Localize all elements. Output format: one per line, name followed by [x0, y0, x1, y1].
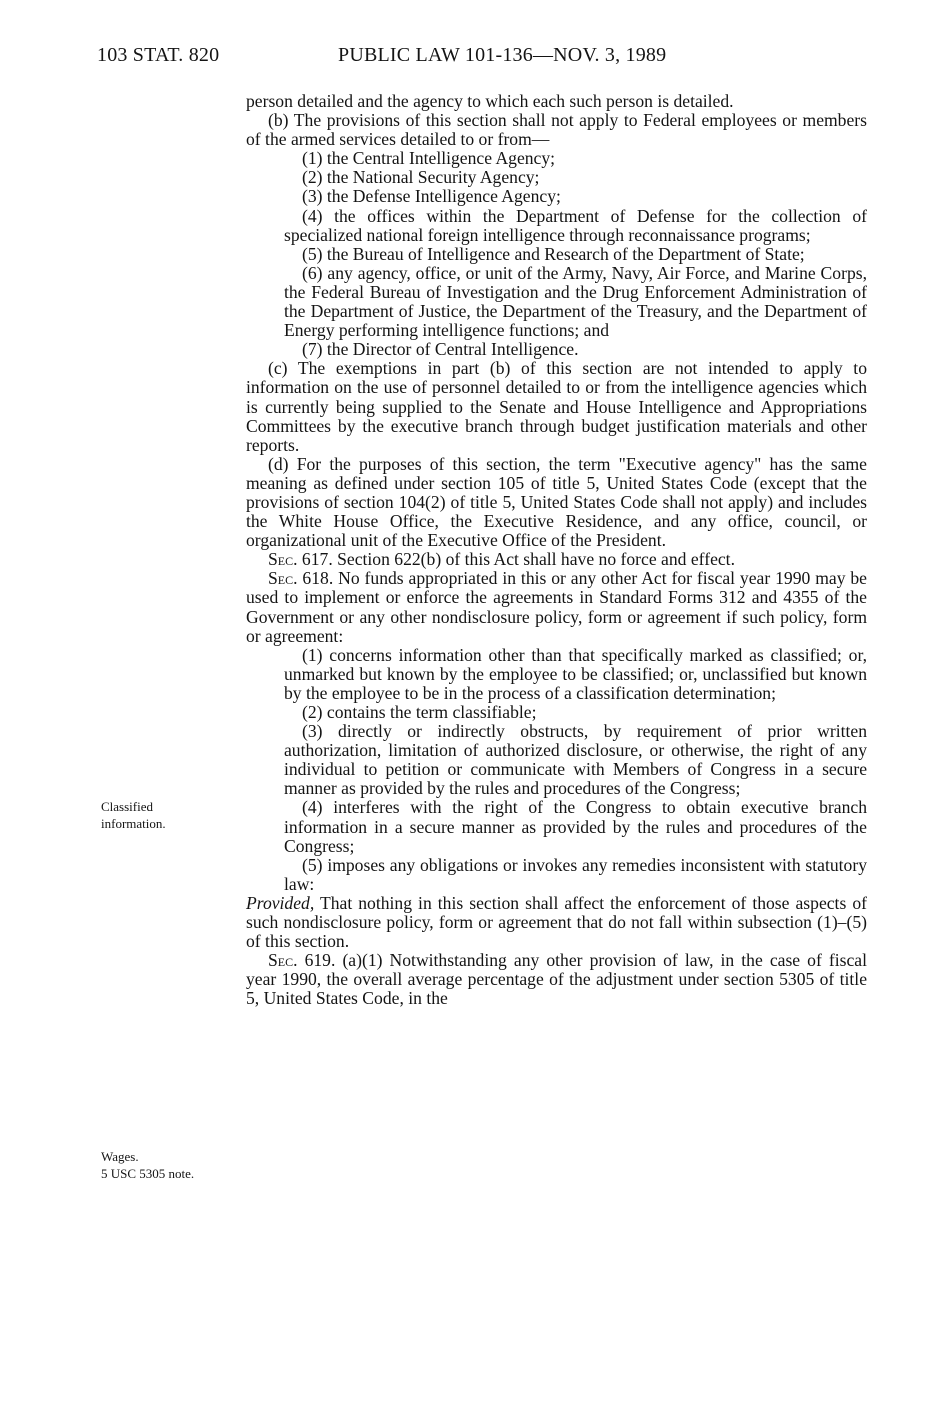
paragraph-b: (b) The provisions of this section shall not apply to Federal employees or members of the armed services detailed to or from—	[246, 110, 867, 150]
list-item: (4) interferes with the right of the Congress to obtain executive branch information in a secure manner as provided by the rules and procedures of the Congress;	[284, 797, 867, 856]
section-text: 619. (a)(1) Notwithstanding any other provision of law, in the case of fiscal year 1990, the overall average percentage of the adjustment under section 5305 of title 5, United States Code, in the	[246, 950, 867, 1009]
section-618	[246, 569, 867, 645]
list-item: (6) any agency, office, or unit of the Army, Navy, Air Force, and Marine Corps, the Federal Bureau of Investigation and the Drug Enforcement Administration of the Department of Justice, the Department of the Treasury, and the Department of Energy performing intelligence functions; and	[284, 262, 867, 341]
list-item: (5) the Bureau of Intelligence and Research of the Department of State;	[302, 243, 805, 264]
paragraph-d: (d) For the purposes of this section, the term "Executive agency" has the same meaning as defined under section 105 of title 5, United States Code (except that the provisions of section 104(2) of title 5, United States Code shall not apply) and includes the White House Office, the Executive Residence, and any office, council, or organizational unit of the Executive Office of the President.	[246, 453, 867, 551]
margin-note-line: 5 USC 5305 note.	[101, 1166, 195, 1181]
proviso-text: That nothing in this section shall affect the enforcement of those aspects of such nondisclosure policy, form or agreement that do not fall within subsection (1)–(5) of this section.	[246, 892, 867, 952]
list-item: (5) imposes any obligations or invokes any remedies inconsistent with statutory law:	[284, 854, 867, 894]
margin-note-line: Classified	[101, 799, 153, 814]
list-item: (3) directly or indirectly obstructs, by requirement of prior written authorization, limitation of authorized disclosure, or otherwise, the right of any individual to petition or communicate with Members of Congress in a secure manner as provided by the rules and procedures of the Congress;	[284, 721, 867, 799]
paragraph-continuation: person detailed and the agency to which each such person is detailed.	[246, 91, 734, 111]
running-header: PUBLIC LAW 101-136—NOV. 3, 1989	[338, 44, 667, 66]
page-stat-number: 103 STAT. 820	[97, 44, 220, 66]
list-item: (7) the Director of Central Intelligence.	[302, 339, 579, 360]
list-item: (2) the National Security Agency;	[302, 167, 540, 188]
section-619	[246, 951, 867, 1008]
section-label: Sec.	[268, 568, 298, 589]
margin-note-line: Wages.	[101, 1149, 139, 1164]
list-item: (2) contains the term classifiable;	[302, 702, 537, 722]
list-item: (3) the Defense Intelligence Agency;	[302, 186, 561, 207]
section-label: Sec.	[268, 549, 298, 570]
statute-body	[246, 92, 867, 1009]
section-617	[246, 550, 867, 569]
proviso-label: Provided,	[246, 892, 315, 913]
list-item: (4) the offices within the Department of Defense for the collection of specialized national foreign intelligence through reconnaissance programs;	[284, 205, 867, 245]
list-item: (1) the Central Intelligence Agency;	[302, 148, 556, 169]
section-label: Sec.	[268, 950, 298, 971]
margin-note-classified	[101, 798, 166, 832]
margin-note-line: information.	[101, 816, 166, 831]
proviso	[246, 894, 867, 951]
section-text: 618. No funds appropriated in this or any other Act for fiscal year 1990 may be used to implement or enforce the agreements in Standard Forms 312 and 4355 of the Government or any other nondisclosure policy, form or agreement if such policy, form or agreement:	[246, 568, 867, 646]
section-text: 617. Section 622(b) of this Act shall have no force and effect.	[297, 549, 735, 570]
paragraph-c: (c) The exemptions in part (b) of this section are not intended to apply to information on the use of personnel detailed to or from the intelligence agencies which is currently being supplied to the Senate and House Intelligence and Appropriations Committees by the executive branch through budget justification materials and other reports.	[246, 358, 867, 455]
list-item: (1) concerns information other than that specifically marked as classified; or, unmarked but known by the employee to be classified; or, unclassified but known by the employee to be in the process of a classification determination;	[284, 644, 867, 703]
margin-note-wages	[101, 1148, 194, 1182]
